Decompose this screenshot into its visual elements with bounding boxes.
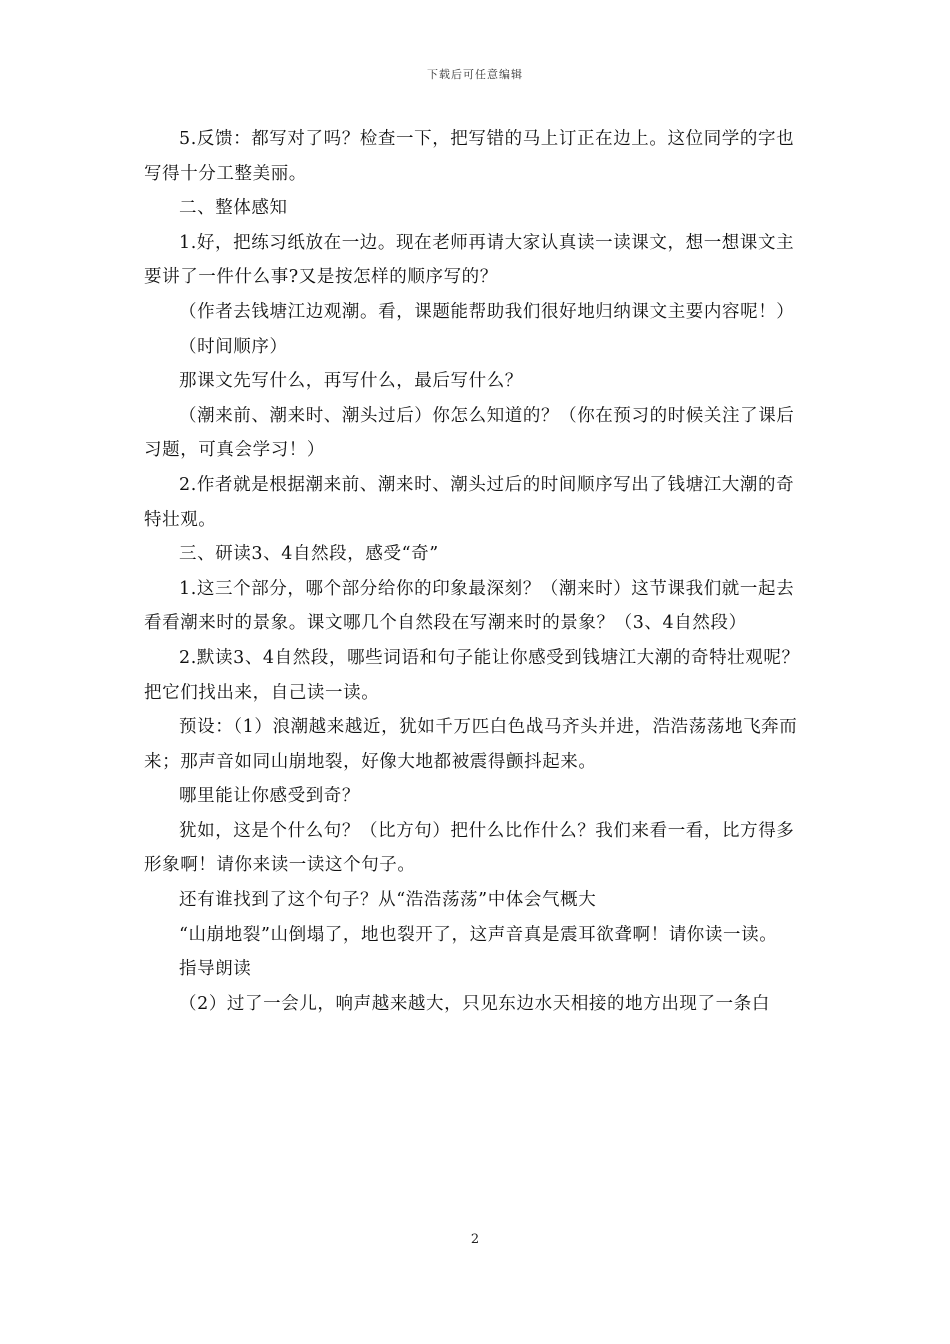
paragraph: （潮来前、潮来时、潮头过后）你怎么知道的？（你在预习的时候关注了课后习题，可真会学习！） — [144, 405, 795, 461]
paragraph: （时间顺序） — [179, 336, 288, 357]
paragraph: 2.默读3、4自然段，哪些词语和句子能让你感受到钱塘江大潮的奇特壮观呢？把它们找出来，自己读一读。 — [144, 647, 800, 703]
section-heading: 二、整体感知 — [179, 198, 288, 219]
paragraph: （2）过了一会儿，响声越来越大，只见东边水天相接的地方出现了一条白 — [179, 993, 770, 1014]
paragraph: 犹如，这是个什么句？（比方句）把什么比作什么？我们来看一看，比方得多形象啊！请你来读一读这个句子。 — [144, 820, 795, 876]
paragraph: 5.反馈：都写对了吗？检查一下，把写错的马上订正在边上。这位同学的字也写得十分工整美丽。 — [144, 129, 795, 184]
paragraph: 1.好，把练习纸放在一边。现在老师再请大家认真读一读课文，想一想课文主要讲了一件什么事?又是按怎样的顺序写的？ — [144, 232, 795, 288]
paragraph: 还有谁找到了这个句子？从“浩浩荡荡”中体会气概大 — [179, 890, 597, 911]
paragraph: “山崩地裂”山倒塌了，地也裂开了，这声音真是震耳欲聋啊！请你读一读。 — [179, 924, 778, 945]
paragraph: 2.作者就是根据潮来前、潮来时、潮头过后的时间顺序写出了钱塘江大潮的奇特壮观。 — [144, 474, 795, 530]
paragraph: 1.这三个部分，哪个部分给你的印象最深刻？（潮来时）这节课我们就一起去看看潮来时的景象。课文哪几个自然段在写潮来时的景象？（3、4自然段） — [144, 578, 795, 634]
page-header: 下载后可任意编辑 — [427, 68, 523, 81]
paragraph: 哪里能让你感受到奇？ — [179, 786, 360, 807]
paragraph: 指导朗读 — [179, 959, 252, 980]
section-heading: 三、研读3、4自然段，感受“奇” — [179, 544, 439, 565]
paragraph: 预设：（1）浪潮越来越近，犹如千万匹白色战马齐头并进，浩浩荡荡地飞奔而来；那声音如同山崩地裂，好像大地都被震得颤抖起来。 — [144, 717, 798, 772]
page-number: 2 — [470, 1232, 480, 1247]
document-body — [144, 122, 808, 1021]
paragraph: （作者去钱塘江边观潮。看，课题能帮助我们很好地归纳课文主要内容呢！） — [179, 301, 795, 322]
paragraph: 那课文先写什么，再写什么，最后写什么？ — [179, 371, 523, 392]
